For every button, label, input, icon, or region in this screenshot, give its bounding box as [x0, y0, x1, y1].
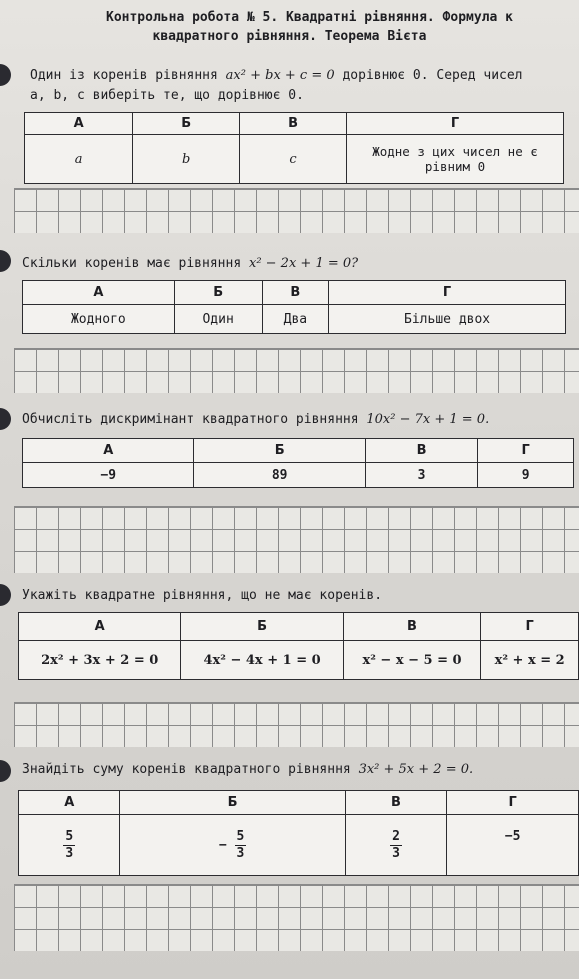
q5-b-numerator: 5: [236, 828, 245, 844]
q1-header-v: В: [240, 113, 347, 135]
q3-answer-a: −9: [23, 463, 194, 488]
q1-answer-b: b: [133, 135, 240, 184]
question-4-marker: [0, 584, 11, 606]
q1-answer-g: Жодне з цих чисел не є рівним 0: [347, 135, 564, 184]
q5-header-a: А: [19, 791, 120, 815]
q5-v-numerator: 2: [392, 828, 400, 844]
question-4-text: [22, 586, 382, 605]
q4-answer-g: x² + x = 2: [481, 641, 579, 680]
worksheet-title: [40, 8, 579, 46]
q2-answer-grid[interactable]: [14, 348, 579, 393]
q4-answer-table: [18, 612, 579, 680]
q5-fraction-a: [63, 829, 75, 862]
q2-header-a: А: [23, 281, 175, 305]
q2-header-v: В: [262, 281, 329, 305]
q5-answer-table: [18, 790, 579, 876]
q2-answer-table: [22, 280, 566, 334]
q5-v-denominator: 3: [392, 845, 400, 861]
question-1-marker: [0, 64, 11, 86]
q5-fraction-v: [390, 829, 402, 862]
title-line-2: квадратного рівняння. Теорема Вієта: [152, 29, 427, 44]
q5-a-denominator: 3: [65, 845, 74, 861]
q4-header-b: Б: [181, 613, 343, 641]
question-2-marker: [0, 250, 11, 272]
question-3-marker: [0, 408, 11, 430]
q4-answer-v: x² − x − 5 = 0: [343, 641, 481, 680]
q1-header-b: Б: [133, 113, 240, 135]
q2-answer-a: Жодного: [23, 305, 175, 334]
q3-answer-grid[interactable]: [14, 506, 579, 573]
q2-text: Скільки коренів має рівняння: [22, 256, 242, 271]
q3-answer-table: [22, 438, 574, 488]
q1-header-g: Г: [347, 113, 564, 135]
q4-header-v: В: [343, 613, 481, 641]
question-2-text: [22, 254, 358, 273]
q2-header-b: Б: [174, 281, 262, 305]
question-1-text: [30, 66, 523, 85]
q1-answer-v: c: [240, 135, 347, 184]
q4-answer-grid[interactable]: [14, 702, 579, 747]
q5-b-denominator: 3: [236, 845, 245, 861]
question-3-text: [22, 410, 489, 429]
q3-answer-v: 3: [365, 463, 477, 488]
q2-math: x² − 2x + 1 = 0?: [248, 256, 359, 271]
q1-header-a: А: [25, 113, 133, 135]
q5-answer-g: −5: [447, 815, 579, 876]
q1-answer-a: a: [25, 135, 133, 184]
q5-a-numerator: 5: [65, 828, 74, 844]
q5-header-v: В: [345, 791, 446, 815]
q3-header-v: В: [365, 439, 477, 463]
q5-text: Знайдіть суму коренів квадратного рівняння: [22, 762, 351, 777]
q3-answer-g: 9: [478, 463, 574, 488]
q5-header-g: Г: [447, 791, 579, 815]
q2-answer-b: Один: [174, 305, 262, 334]
q3-math: 10x² − 7x + 1 = 0.: [366, 412, 490, 427]
q3-answer-b: 89: [194, 463, 365, 488]
q3-header-a: А: [23, 439, 194, 463]
question-5-marker: [0, 760, 11, 782]
q1-text-part1: Один із коренів рівняння: [30, 68, 218, 83]
q4-answer-a: 2x² + 3x + 2 = 0: [19, 641, 181, 680]
q4-answer-b: 4x² − 4x + 1 = 0: [181, 641, 343, 680]
title-line-1: Контрольна робота № 5. Квадратні рівняння. Формула к: [106, 10, 513, 25]
q5-answer-grid[interactable]: [14, 884, 579, 951]
q1-answer-grid[interactable]: [14, 188, 579, 233]
q2-answer-v: Два: [262, 305, 329, 334]
q5-math: 3x² + 5x + 2 = 0.: [358, 762, 474, 777]
question-1-text-line2: a, b, c виберіть те, що дорівнює 0.: [30, 88, 304, 103]
q3-header-b: Б: [194, 439, 365, 463]
q2-header-g: Г: [329, 281, 566, 305]
q5-header-b: Б: [120, 791, 345, 815]
q1-answer-table: [24, 112, 564, 184]
q5-b-sign: −: [218, 837, 227, 853]
q1-text-part2: дорівнює 0. Серед чисел: [342, 68, 523, 83]
q4-header-a: А: [19, 613, 181, 641]
q3-text: Обчисліть дискримінант квадратного рівняння: [22, 412, 359, 427]
q4-text: Укажіть квадратне рівняння, що не має коренів.: [22, 588, 383, 603]
question-5-text: [22, 760, 473, 779]
q3-header-g: Г: [478, 439, 574, 463]
q5-fraction-b: [235, 829, 247, 862]
q2-answer-g: Більше двох: [329, 305, 566, 334]
q5-answer-b: [120, 815, 345, 876]
q5-answer-a: [19, 815, 120, 876]
q4-header-g: Г: [481, 613, 579, 641]
q1-math: ax² + bx + c = 0: [225, 68, 335, 83]
q5-answer-v: [345, 815, 446, 876]
